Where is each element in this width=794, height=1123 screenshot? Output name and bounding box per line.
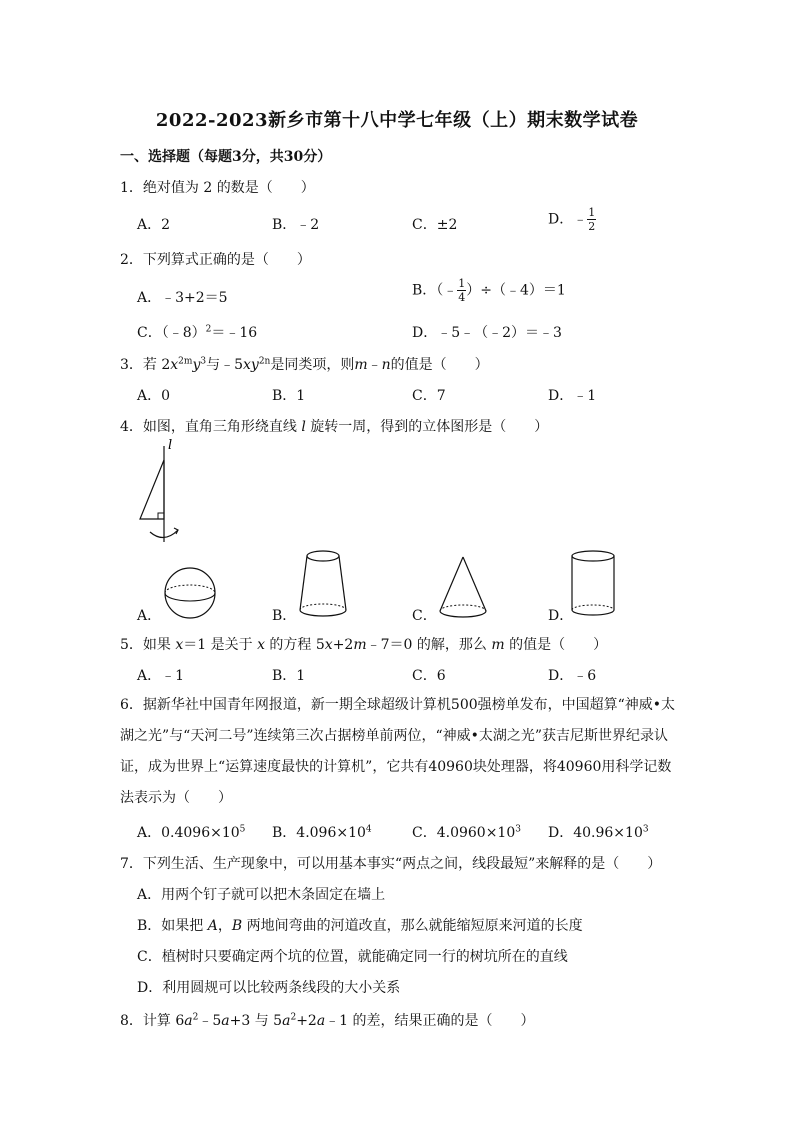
rotation-figure xyxy=(130,436,190,548)
q1-option-c: C．±2 xyxy=(412,217,458,233)
q4-option-a: A． xyxy=(137,608,162,624)
q7-option-d: D．利用圆规可以比较两条线段的大小关系 xyxy=(137,980,401,996)
question-5-stem: 5．如果 x＝1 是关于 x 的方程 5x+2m﹣7＝0 的解，那么 m 的值是（ ） xyxy=(120,637,608,653)
right-angle-mark xyxy=(158,513,164,519)
question-2-stem: 2．下列算式正确的是（ ） xyxy=(120,252,311,268)
q6-option-a: A．$0.4096\times 10^5$ xyxy=(137,824,246,841)
right-triangle xyxy=(140,460,164,519)
q1-option-d: D．﹣ $\frac{1}{2}$ xyxy=(548,206,596,233)
q4-option-c: C． xyxy=(412,608,437,624)
q6-option-b: B．$4.096\times 10^4$ xyxy=(272,824,372,841)
axis-label-l: l xyxy=(168,438,173,453)
sphere-figure xyxy=(162,565,218,621)
q7-option-c: C．植树时只要确定两个坑的位置，就能确定同一行的树坑所在的直线 xyxy=(137,949,568,965)
q7-option-b: B．如果把 A，B 两地间弯曲的河道改直，那么就能缩短原来河道的长度 xyxy=(137,918,583,934)
question-6-stem: 6．据新华社中国青年网报道，新一期全球超级计算机500强榜单发布，中国超算“神威•太湖之光”与“天河二号”连续第三次占据榜单前两位，“神威•太湖之光”获吉尼斯世界纪录认证，成为世界上“运算速度最快的计算机”，它共有40960块处理器，将40960用科学记数法表示为（ ） xyxy=(120,697,676,806)
q4-option-b: B． xyxy=(272,608,297,624)
q5-option-a: A．﹣1 xyxy=(137,668,185,684)
q3-option-d: D．﹣1 xyxy=(548,388,597,404)
cylinder-figure xyxy=(569,548,617,620)
question-1-stem: 1．绝对值为 2 的数是（ ） xyxy=(120,180,315,196)
q5-option-d: D．﹣6 xyxy=(548,668,597,684)
q3-option-a: A．0 xyxy=(137,388,171,404)
q1-option-b: B．﹣2 xyxy=(272,217,320,233)
fraction: $\frac{1}{2}$ xyxy=(588,206,596,233)
q2-option-c: C．（﹣8）$^2$＝﹣16 xyxy=(137,324,258,341)
q5-option-c: C．6 xyxy=(412,668,446,684)
question-7-stem: 7．下列生活、生产现象中，可以用基本事实“两点之间，线段最短”来解释的是（ ） xyxy=(120,856,662,872)
q2-option-d: D．﹣5﹣（﹣2）＝﹣3 xyxy=(412,325,562,341)
page-title: 2022-2023新乡市第十八中学七年级（上）期末数学试卷 xyxy=(155,110,639,131)
question-8-stem: 8．计算 $6a^2﹣5a+3$ 与 $5a^2+2a﹣1$ 的差，结果正确的是（ ） xyxy=(120,1012,535,1029)
question-4-stem: 4．如图，直角三角形绕直线 l 旋转一周，得到的立体图形是（ ） xyxy=(120,419,549,435)
q7-option-a: A．用两个钉子就可以把木条固定在墙上 xyxy=(137,887,386,903)
q2-option-a: A．﹣3+2＝5 xyxy=(137,290,228,306)
section-heading: 一、选择题（每题3分，共30分） xyxy=(120,149,332,165)
q6-option-c: C．$4.0960\times 10^3$ xyxy=(412,824,521,841)
q3-option-c: C．7 xyxy=(412,388,446,404)
question-3-stem: 3．若 $2x^{2m}y^3$与$﹣5xy^{2n}$是同类项，则m﹣n的值是（ ） xyxy=(120,356,489,373)
fraction: $\frac{1}{4}$ xyxy=(458,277,466,304)
cone-figure xyxy=(437,555,489,621)
q4-option-d: D． xyxy=(548,608,574,624)
q6-option-d: D．$40.96\times 10^3$ xyxy=(548,824,649,841)
q3-option-b: B．1 xyxy=(272,388,306,404)
q1-option-a: A．2 xyxy=(137,217,171,233)
q5-option-b: B．1 xyxy=(272,668,306,684)
frustum-figure xyxy=(297,548,349,620)
q2-option-b: B．（﹣ $\frac{1}{4}$ ）÷（﹣4）＝1 xyxy=(412,277,566,304)
